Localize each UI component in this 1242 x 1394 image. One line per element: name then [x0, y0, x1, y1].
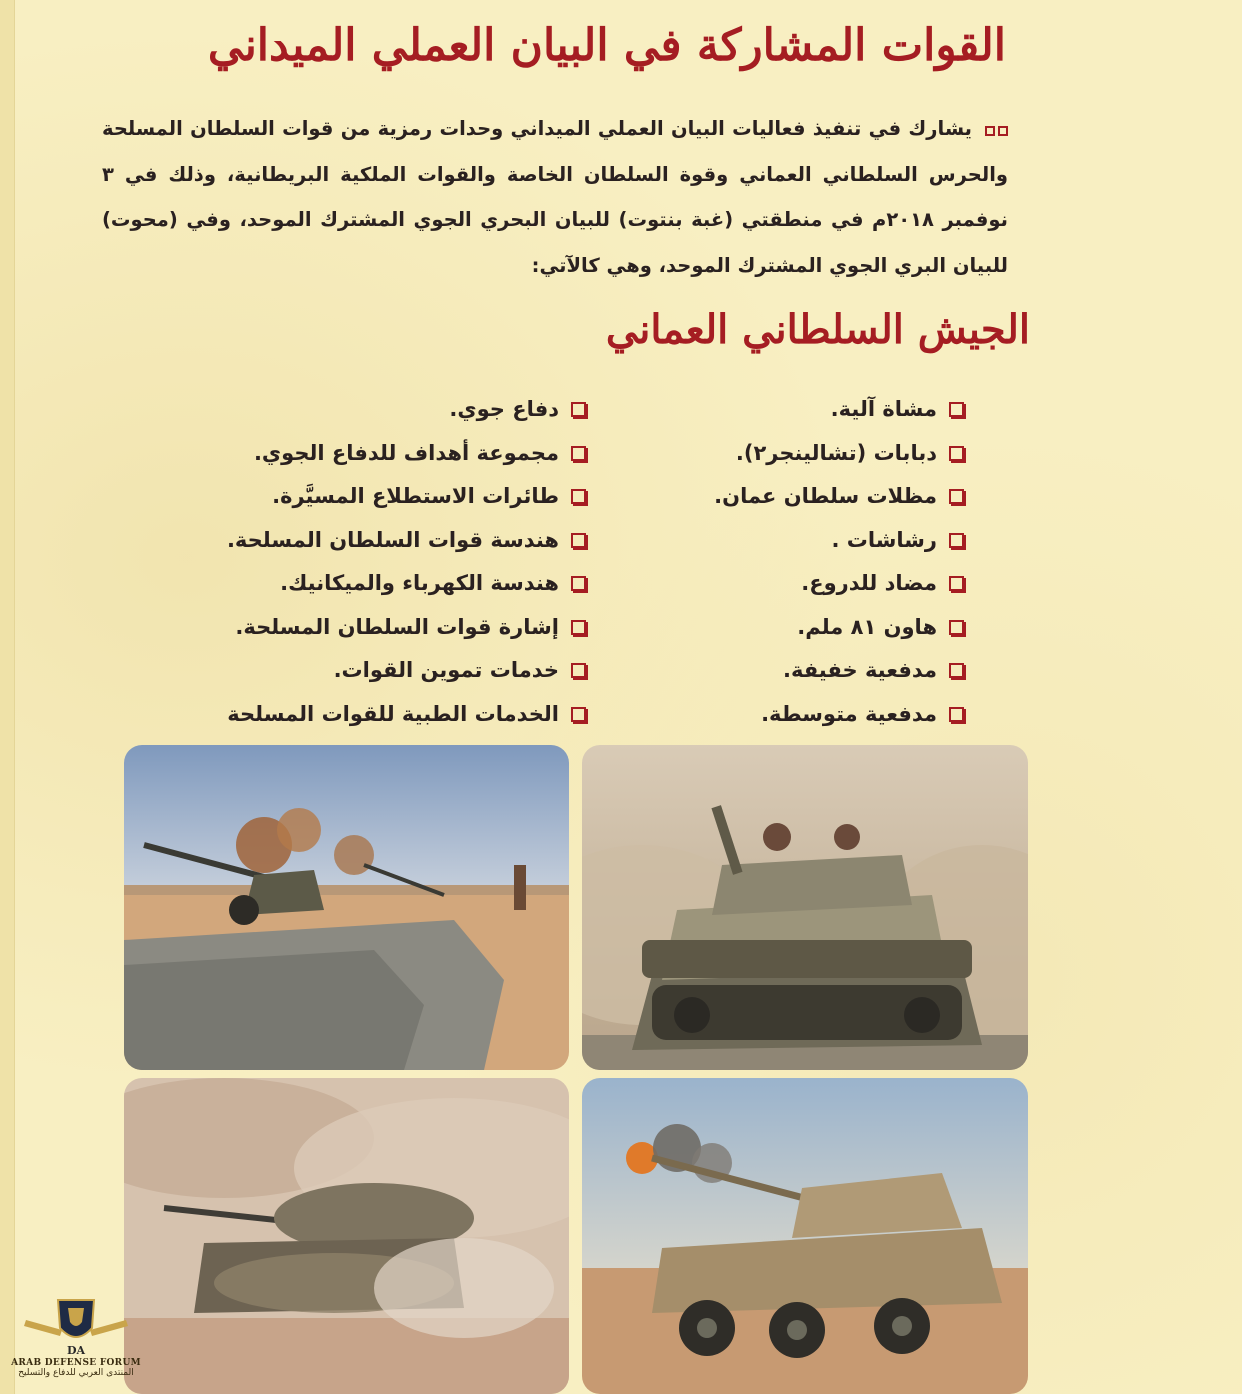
checkbox-bullet-icon	[571, 402, 586, 417]
checkbox-bullet-icon	[571, 533, 586, 548]
checkbox-bullet-icon	[949, 489, 964, 504]
list-item: دبابات (تشالينجر٢).	[714, 432, 964, 476]
photo-towed-artillery	[124, 745, 569, 1070]
photo-wheeled-howitzer	[582, 1078, 1028, 1394]
checkbox-bullet-icon	[571, 707, 586, 722]
intro-paragraph	[102, 106, 1008, 288]
checkbox-bullet-icon	[571, 446, 586, 461]
list-item: مدفعية متوسطة.	[714, 693, 964, 737]
checkbox-bullet-icon	[949, 576, 964, 591]
checkbox-bullet-icon	[571, 663, 586, 678]
units-list-left	[227, 388, 586, 736]
forum-shield-wings-icon	[16, 1296, 136, 1358]
checkbox-bullet-icon	[949, 446, 964, 461]
forum-logo	[6, 1296, 146, 1392]
list-item: رشاشات .	[714, 519, 964, 563]
double-square-bullet-icon	[982, 124, 1008, 136]
logo-name-ar: المنتدى العربي للدفاع والتسليح	[18, 1368, 134, 1378]
list-item: مجموعة أهداف للدفاع الجوي.	[227, 432, 586, 476]
list-item: مشاة آلية.	[714, 388, 964, 432]
logo-name-en: ARAB DEFENSE FORUM	[11, 1358, 141, 1368]
list-item: الخدمات الطبية للقوات المسلحة	[227, 693, 586, 737]
checkbox-bullet-icon	[571, 489, 586, 504]
list-item: دفاع جوي.	[227, 388, 586, 432]
list-item: مظلات سلطان عمان.	[714, 475, 964, 519]
intro-text: يشارك في تنفيذ فعاليات البيان العملي الميداني وحدات رمزية من قوات السلطان المسلحة والحرس السلطاني العماني وقوة السلطان الخاصة والقوات الملكية البريطانية، وذلك في ٣ نوفمبر ٢٠١٨م في منطقتي (غبة بنتوت) للبيان البحري الجوي المشترك الموحد، وفي (محوت) للبيان البري الجوي المشترك الموحد، وهي كالآتي:	[102, 117, 1008, 277]
units-list-right	[714, 388, 964, 736]
checkbox-bullet-icon	[571, 620, 586, 635]
checkbox-bullet-icon	[949, 620, 964, 635]
checkbox-bullet-icon	[571, 576, 586, 591]
checkbox-bullet-icon	[949, 663, 964, 678]
checkbox-bullet-icon	[949, 402, 964, 417]
list-item: مضاد للدروع.	[714, 562, 964, 606]
list-item: طائرات الاستطلاع المسيَّرة.	[227, 475, 586, 519]
list-item: إشارة قوات السلطان المسلحة.	[227, 606, 586, 650]
list-item: هندسة قوات السلطان المسلحة.	[227, 519, 586, 563]
list-item: هندسة الكهرباء والميكانيك.	[227, 562, 586, 606]
page-title: القوات المشاركة في البيان العملي الميداني	[207, 20, 1006, 71]
list-item: خدمات تموين القوات.	[227, 649, 586, 693]
photo-tank	[582, 745, 1028, 1070]
logo-mark: DA	[66, 1344, 86, 1357]
list-item: مدفعية خفيفة.	[714, 649, 964, 693]
list-item: هاون ٨١ ملم.	[714, 606, 964, 650]
section-title: الجيش السلطاني العماني	[605, 306, 1030, 353]
checkbox-bullet-icon	[949, 533, 964, 548]
photo-camouflaged-tank	[124, 1078, 569, 1394]
page-edge-strip	[0, 0, 15, 1394]
checkbox-bullet-icon	[949, 707, 964, 722]
